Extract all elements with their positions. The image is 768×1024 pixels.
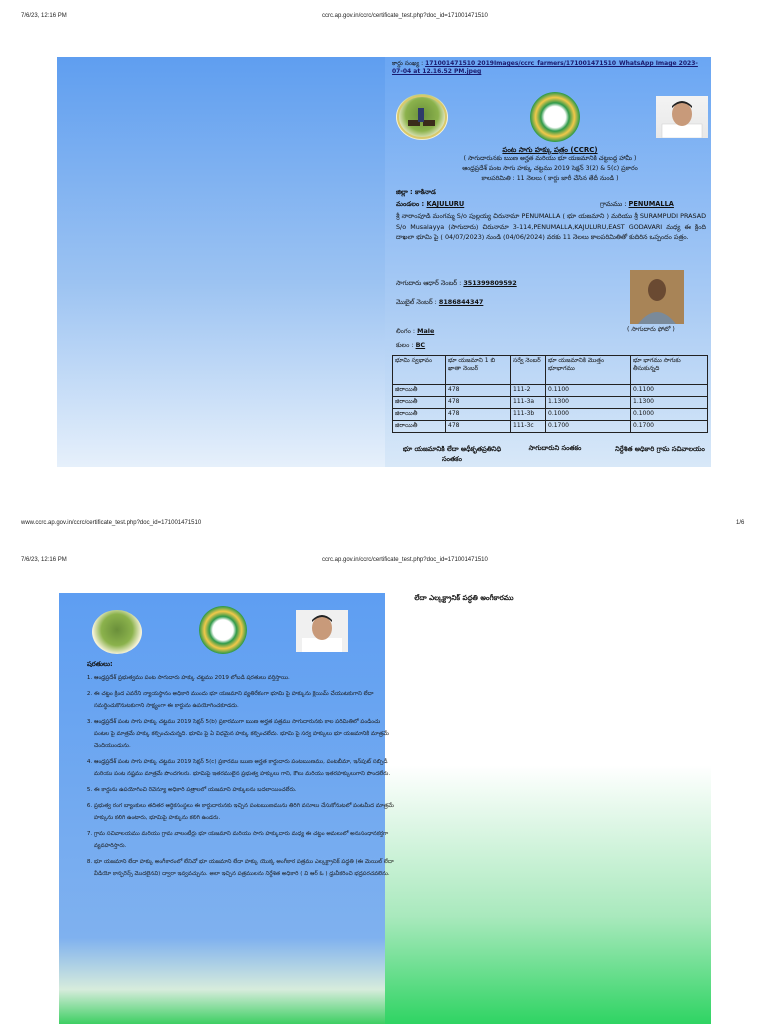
aadhaar-value: 351399809592 [463,279,517,287]
terms-list [66,672,394,884]
table-header-cell: సర్వే నెంబర్ [511,356,546,385]
table-cell: 111-3a [511,397,546,409]
ap-government-emblem-icon [530,92,580,142]
agreement-body-text: శ్రీ నారాంపూడి మంగమ్మ S/o పుల్లయ్య చిరునామా PENUMALLA ( భూ యజమాని ) మరియు శ్రీ SURAMPUDI PRASAD S/o Musalayya (సాగుదారు) చిరునామా 3-114,PENUMALLA,KAJULURU,EAST GODAVARI మధ్య ఈ క్రింది దాఖలా భూమి పై ( 04/07/2023) నుండి (04/06/2024) వరకు 11 నెలలు కాలపరిమితితో కుదిరిన ఒప్పందం పత్రం. [396,212,706,241]
list-item: 3. ఆంధ్రప్రదేశ్ పంట సాగు హక్కు చట్టము 2019 సెక్షన్ 5(b) ప్రకారముగా ఋణ అర్హత పత్రము సాగుదారునకు కాల పరిమితిలో పండించు పంటల పై మాత్రమే హక్కు కల్పించుచున్నది. భూమి పై ఏ విధమైన హక్కు కల్పించలేదు. భూమి పై సర్వ హక్కులు భూ యజమానికి మాత్రమే చెందియుండును. [94,716,394,752]
card-number-label: కార్డు సంఖ్య : [392,60,424,67]
chief-minister-photo [296,610,348,652]
mandal-value: KAJULURU [426,200,465,208]
certificate-subtitle: ( సాగుదారునకు ఋణ అర్హత మరియు భూ యజమానికి చట్టబద్ద హామీ ) [463,155,637,162]
card-number-value[interactable]: 171001471510 2019Images/ccrc_farmers/171001471510_WhatsApp Image 2023-07-04 at 12.16.52 PM.jpeg [392,60,698,75]
table-header-cell: భూ భాగము సాగుకు తీసుకున్నది [631,356,708,385]
table-row [393,409,708,421]
gender-line [396,327,434,337]
mobile-value: 8186844347 [438,298,484,306]
table-cell: 478 [446,421,511,433]
table-cell: 0.1000 [631,409,708,421]
table-header-cell: భూ యజమాని 1 బి ఖాతా నెంబర్ [446,356,511,385]
print-footer-url[interactable]: www.ccrc.ap.gov.in/ccrc/certificate_test.php?doc_id=171001471510 [21,520,202,526]
gender-value: Male [417,327,435,335]
cultivator-photo [630,270,684,324]
validity-period: కాలపరిమితి : 11 నెలలు ( కార్డు జారీ చేసిన తేదీ నుండి ) [481,175,619,182]
farmer-emblem-icon [92,610,142,654]
gender-label: లింగం : [396,327,416,335]
cultivator-photo-caption: ( సాగుదారు ఫోటో ) [627,326,675,333]
list-item: 4. ఆంధ్రప్రదేశ్ పంట సాగు హక్కు చట్టము 2019 సెక్షన్ 5(c) ప్రకారము ఋణ అర్హత కార్డుదారు పంటఋణము, పంటబీమా, ఇన్‌పుట్ సబ్సిడీ మరియు పంట నష్టము మాత్రమే పొందగలరు. భూమిపై ఇతరములైన ప్రభుత్వ హక్కులు గాని, కౌలు మరియు ఇతరహక్కులుగాని పొందలేరు. [94,756,394,780]
card-number-line [392,60,708,76]
list-item: 2. ఈ చట్టం క్రింద ఎవరేని న్యాయస్థానం అధికారి ముందు భూ యజమాని వ్యతిరేకంగా భూమి పై హక్కును క్లెయిమ్ చేయుటకుగాని లేదా సమర్థించుకొనుటకుగాని సాక్ష్యంగా ఈ కార్డును ఉపయోగించకూడదు. [94,688,394,712]
table-header-row [393,356,708,385]
village-label: గ్రామము : [600,200,627,208]
act-reference: ఆంధ్రప్రదేశ్ పంట సాగు హక్కు చట్టము 2019 సెక్షన్ 3(2) & 5(c) ప్రకారం [462,165,638,172]
table-row [393,397,708,409]
print-header-url: ccrc.ap.gov.in/ccrc/certificate_test.php?doc_id=171001471510 [322,13,488,19]
district-label: జిల్లా : [396,188,413,196]
village-line [600,200,674,210]
table-cell: జిరాయితీ [393,409,446,421]
list-item: 8. భూ యజమాని లేదా హక్కు అంగీకారంలో లేనిచో భూ యజమాని లేదా హక్కు యొక్క అంగీకార పత్రము ఎల్కక్ట్రానిక్ పద్ధతి (ఈ మెయిల్ లేదా వీడియో కాన్ఫరెన్స్ మొదలైనవి) ద్వారా ఇవ్వవచ్చును. అలా ఇచ్చిన పత్రములను నిర్దేశిత అధికారి ( వి ఆర్ ఓ ) ధ్రువీకరించి భద్రపరచవలెను. [94,856,394,880]
table-header-cell: భూ యజమానికి మొత్తం భూభాగము [546,356,631,385]
cultivator-signature-label: సాగుదారుని సంతకం [528,444,582,452]
table-cell: 1.1300 [546,397,631,409]
ap-government-emblem-icon [199,606,247,654]
table-cell: 0.1000 [546,409,631,421]
list-item: 1. ఆంధ్రప్రదేశ్ ప్రభుత్వము పంట సాగుదారు హక్కు చట్టము 2019 లోబడి షరతులు వర్తిస్తాయి. [94,672,394,684]
caste-value: BC [415,341,426,349]
mobile-line [396,298,483,308]
table-cell: జిరాయితీ [393,397,446,409]
list-item: 6. ప్రభుత్వ రంగ బ్యాంకులు తదితర ఆర్ధికసంస్థలు ఈ కార్డుదారునకు ఇచ్చిన పంటఋణమును తిరిగి వసూలు చేసుకోనుటలో పంటమీద మాత్రమే హక్కును కలిగి ఉంటారు, భూమిపై హక్కును కలిగి ఉండరు. [94,800,394,824]
table-cell: 111-3c [511,421,546,433]
page1-left-panel [57,57,385,467]
table-cell: 478 [446,409,511,421]
caste-line [396,341,425,351]
table-row [393,385,708,397]
mobile-label: మొబైల్ నెంబర్ : [396,298,437,306]
print-footer-page-number: 1/6 [736,520,745,526]
certificate-title: పంట సాగు హక్కు పత్రం (CCRC) [502,146,598,154]
table-cell: 0.1700 [546,421,631,433]
mandal-line [396,200,464,210]
caste-label: కులం : [396,341,414,349]
print-header-datetime-p2: 7/6/23, 12:16 PM [21,557,67,563]
mandal-label: మండలం : [396,200,425,208]
table-cell: 111-2 [511,385,546,397]
terms-title: షరతులు: [87,660,113,668]
list-item: 7. గ్రామ సచివాలయము మరియు గ్రామ వాలంటీర్లు భూ యజమాని మరియు సాగు హక్కుదారు మధ్య ఈ చట్టం అమలులో అనుసంధానకర్తగా వ్యవహరిస్తారు. [94,828,394,852]
print-header-datetime: 7/6/23, 12:16 PM [21,13,67,19]
table-cell: 478 [446,385,511,397]
land-details-table [392,355,708,433]
officer-signature-label: నిర్దేశిత అధికారి గ్రామ సచివాలయం [615,445,705,453]
print-header-url-p2: ccrc.ap.gov.in/ccrc/certificate_test.php?doc_id=171001471510 [322,557,488,563]
page2-right-panel [385,593,711,1024]
table-cell: జిరాయితీ [393,385,446,397]
table-cell: 1.1300 [631,397,708,409]
aadhaar-line [396,279,517,289]
table-cell: 0.1100 [546,385,631,397]
chief-minister-photo [656,96,708,138]
aadhaar-label: సాగుదారు ఆధార్ నెంబర్ : [396,279,462,287]
table-cell: 0.1700 [631,421,708,433]
table-cell: 0.1100 [631,385,708,397]
table-cell: 111-3b [511,409,546,421]
district-value: కాకినాడ [414,188,436,196]
district-line [396,188,436,196]
table-cell: 478 [446,397,511,409]
table-header-cell: భూమి స్వభావం [393,356,446,385]
electronic-consent-text: లేదా ఎల్కక్ట్రానిక్ పద్ధతి అంగీకారము [414,594,514,602]
village-value: PENUMALLA [628,200,674,208]
table-cell: జిరాయితీ [393,421,446,433]
farmer-emblem-icon [396,94,448,140]
owner-signature-label: భూ యజమానికి లేదా అధీకృతప్రతినిధి సంతకం [402,445,502,463]
table-row [393,421,708,433]
list-item: 5. ఈ కార్డును ఉపయోగించి రెవెన్యూ అధికారి పత్రాలలో యజమాని హక్కులను బదలాయించలేరు. [94,784,394,796]
